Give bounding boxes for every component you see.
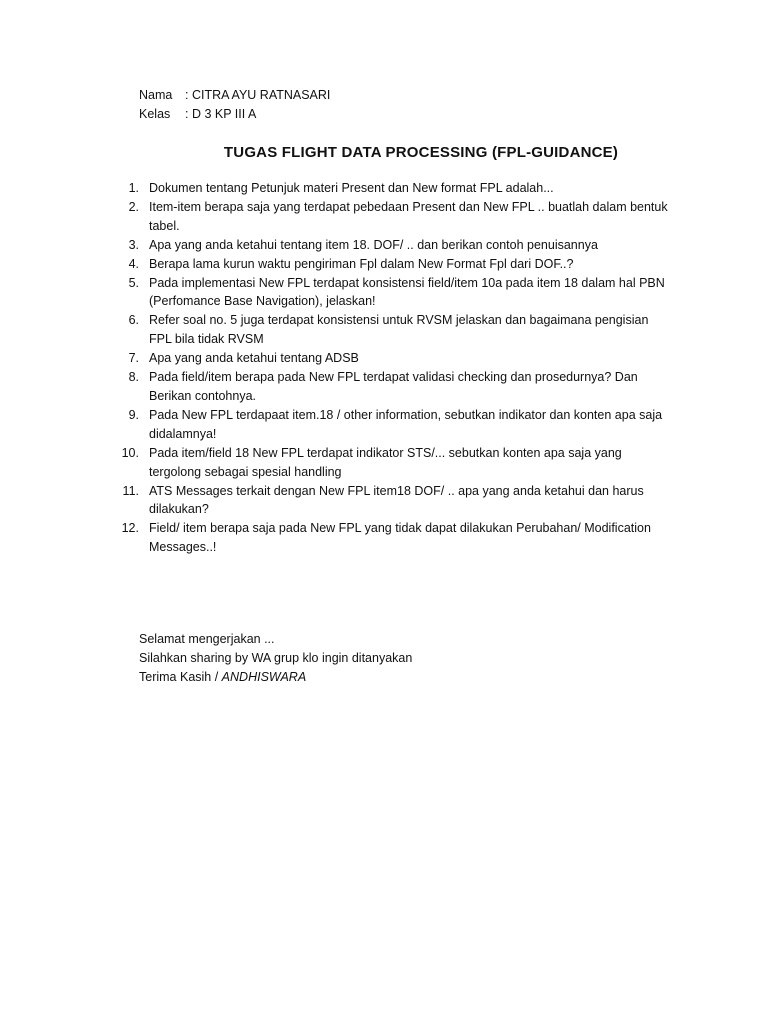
question-item: [110, 444, 670, 482]
question-number: 12.: [121, 521, 139, 536]
question-text: Pada field/item berapa pada New FPL terdapat validasi checking dan prosedurnya? Dan Berikan contohnya.: [149, 370, 638, 403]
name-label: Nama: [139, 88, 173, 102]
question-number: 2.: [128, 199, 139, 214]
question-item: [110, 519, 670, 557]
class-row: [139, 105, 330, 124]
name-value: : CITRA AYU RATNASARI: [185, 88, 331, 102]
name-row: [139, 86, 330, 105]
assignment-title: TUGAS FLIGHT DATA PROCESSING (FPL-GUIDANCE): [223, 144, 619, 161]
question-item: [110, 406, 670, 444]
question-number: 5.: [128, 275, 139, 290]
question-number: 10.: [121, 445, 139, 460]
question-text: Apa yang anda ketahui tentang ADSB: [149, 351, 359, 366]
question-item: [110, 482, 670, 520]
closing-notes: [139, 630, 412, 687]
question-number: 4.: [128, 256, 139, 271]
closing-line-3: [139, 668, 412, 687]
question-number: 11.: [122, 483, 139, 498]
question-number: 6.: [128, 313, 139, 328]
question-number: 7.: [128, 351, 139, 366]
question-text: Refer soal no. 5 juga terdapat konsistensi untuk RVSM jelaskan dan bagaimana pengisian FPL bila tidak RVSM: [149, 313, 649, 347]
question-text: Pada item/field 18 New FPL terdapat indikator STS/... sebutkan konten apa saja yang tergolong sebagai spesial handling: [149, 445, 622, 479]
question-text: Field/ item berapa saja pada New FPL yang tidak dapat dilakukan Perubahan/ Modification Messages..!: [149, 521, 651, 555]
question-item: [110, 198, 670, 236]
student-info: [139, 86, 330, 124]
question-text: Berapa lama kurun waktu pengiriman Fpl dalam New Format Fpl dari DOF..?: [149, 256, 574, 271]
question-number: 9.: [128, 407, 139, 422]
question-number: 8.: [128, 370, 139, 385]
question-text: ATS Messages terkait dengan New FPL item18 DOF/ .. apa yang anda ketahui dan harus dilakukan?: [149, 483, 644, 517]
question-item: [110, 179, 670, 198]
question-text: Apa yang anda ketahui tentang item 18. DOF/ .. dan berikan contoh penuisannya: [149, 237, 598, 252]
question-text: Pada New FPL terdapaat item.18 / other information, sebutkan indikator dan konten apa saja didalamnya!: [149, 407, 663, 441]
question-item: [110, 274, 670, 312]
question-number: 1.: [128, 181, 139, 195]
closing-line-2: Silahkan sharing by WA grup klo ingin ditanyakan: [139, 651, 413, 665]
class-label: Kelas: [139, 107, 171, 121]
assignment-title-row: [0, 144, 768, 161]
question-text: Item-item berapa saja yang terdapat pebedaan Present dan New FPL .. buatlah dalam bentuk tabel.: [149, 199, 668, 233]
question-item: [110, 349, 670, 368]
question-item: [110, 236, 670, 255]
question-item: [110, 311, 670, 349]
question-text: Dokumen tentang Petunjuk materi Present dan New format FPL adalah...: [149, 181, 554, 195]
question-text: Pada implementasi New FPL terdapat konsistensi field/item 10a pada item 18 dalam hal PBN (Perfomance Base Navigation), jelaskan!: [149, 275, 665, 309]
question-item: [110, 368, 670, 406]
question-item: [110, 255, 670, 274]
question-list: [110, 179, 670, 557]
question-number: 3.: [128, 237, 139, 252]
author-name: ANDHISWARA: [221, 670, 307, 684]
thanks-text: Terima Kasih /: [139, 670, 222, 684]
closing-line-1: Selamat mengerjakan ...: [139, 632, 275, 646]
class-value: : D 3 KP III A: [185, 107, 257, 121]
